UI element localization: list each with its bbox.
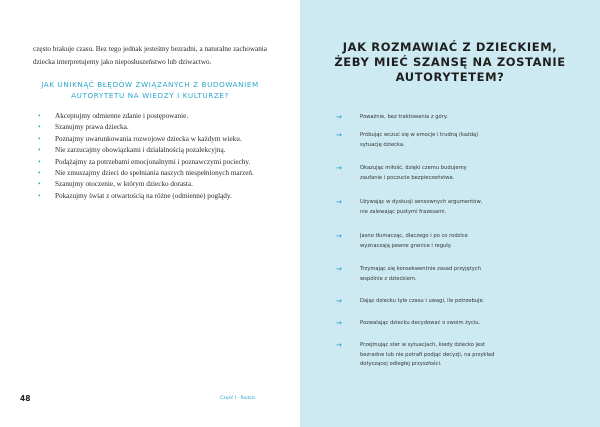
arrow-right-icon: → (336, 113, 342, 121)
tip-text-line: Dając dziecku tyle czasu i uwagi, ile potrzebuje. (360, 298, 485, 304)
tip-text-line: Próbując wczuć się w emocje i trudną (każdą) (360, 132, 479, 138)
bullet-item (33, 179, 267, 190)
tip-text (348, 131, 558, 150)
tip-text (348, 341, 558, 370)
tip-text-line: Jasno tłumacząc, dlaczego i po co rodzice (360, 233, 468, 239)
bullet-text: Pokazujmy świat z otwartością na różne (odmienne) poglądy. (55, 191, 232, 200)
tip-item (336, 232, 558, 251)
tip-text-line: bezradne lub nie potrafi podjąć decyzji, na przykład (360, 351, 495, 358)
tip-item (336, 319, 558, 329)
bullet-dot-icon: • (38, 157, 41, 166)
tip-text-line: zaufanie i poczucie bezpieczeństwa. (360, 174, 455, 181)
intro-paragraph: często brakuje czasu. Bez tego jednak jesteśmy bezradni, a naturalne zachowania dziecka interpretujemy jako nieposłuszeństwo lub dziwactwo. (33, 45, 267, 67)
arrow-right-icon: → (336, 297, 342, 305)
bullet-item (33, 134, 267, 145)
bullet-dot-icon: • (38, 191, 41, 200)
right-heading-line-2: ŻEBY MIEĆ SZANSĘ NA ZOSTANIE (334, 55, 566, 69)
tip-text-line: dotyczącej odległej przyszłości. (360, 361, 442, 368)
bullet-dot-icon: • (38, 134, 41, 143)
bullet-dot-icon: • (38, 123, 41, 132)
bullet-text: Nie zmuszajmy dzieci do spełniania naszych niespełnionych marzeń. (55, 169, 254, 178)
tip-text (348, 297, 558, 307)
bullet-text: Poznajmy uwarunkowania rozwojowe dziecka w każdym wieku. (55, 134, 242, 143)
running-footer: Część I · Rodzic (220, 396, 256, 401)
tip-text-line: Przejmując ster w sytuacjach, kiedy dziecko jest (360, 342, 485, 348)
tip-text-line: nie zalewając pustymi frazesami. (360, 208, 447, 215)
page-number: 48 (20, 394, 31, 403)
right-heading-line-1: JAK ROZMAWIAĆ Z DZIECKIEM, (342, 40, 558, 54)
tip-text (348, 198, 558, 217)
arrow-right-icon: → (336, 265, 342, 273)
tip-text-line: sytuację dziecka. (360, 141, 405, 148)
bullet-dot-icon: • (38, 146, 41, 155)
bullet-text: Szanujmy otoczenie, w którym dziecko dorasta. (55, 180, 193, 189)
tip-text (348, 232, 558, 251)
bullet-text: Akceptujmy odmienne zdanie i postępowanie. (55, 112, 189, 120)
bullet-text: Podążajmy za potrzebami emocjonalnymi i poznawczymi pociechy. (55, 157, 251, 166)
bullet-item (33, 145, 267, 156)
bullet-item (33, 191, 267, 202)
bullet-item (33, 168, 267, 179)
bullet-text: Szanujmy prawa dziecka. (55, 123, 129, 132)
tip-text (348, 113, 558, 123)
tips-bullet-list (33, 111, 267, 202)
tip-text (348, 164, 558, 183)
tip-text-line: Trzymając się konsekwentnie zasad przyjętych (360, 266, 481, 272)
left-heading-line-2: AUTORYTETU NA WIEDZY I KULTURZE? (71, 91, 229, 100)
arrow-right-icon: → (336, 131, 342, 139)
bullet-text: Nie zarzucajmy obowiązkami i działalnością pozalekcyjną. (55, 146, 226, 155)
arrow-right-icon: → (336, 319, 342, 327)
arrow-right-icon: → (336, 164, 342, 172)
arrow-right-icon: → (336, 232, 342, 240)
left-section-heading (33, 79, 267, 101)
bullet-item (33, 111, 267, 122)
tip-item (336, 265, 558, 284)
tip-item (336, 131, 558, 150)
tip-item (336, 113, 558, 123)
tip-item (336, 198, 558, 217)
tip-text-line: wyznaczają pewne granice i reguły. (360, 242, 452, 249)
tip-text-line: Pozwalając dziecku decydować o swoim życiu. (360, 320, 481, 326)
tip-text-line: wspólnie z dzieckiem. (360, 275, 417, 282)
tip-text (348, 265, 558, 284)
bullet-item (33, 157, 267, 168)
tip-text-line: Okazując miłość, dzięki czemu budujemy (360, 165, 467, 171)
tip-item (336, 297, 558, 307)
bullet-item (33, 122, 267, 133)
left-heading-line-1: JAK UNIKNĄĆ BŁĘDÓW ZWIĄZANYCH Z BUDOWANIEM (41, 80, 259, 89)
bullet-dot-icon: • (38, 112, 41, 120)
right-heading-line-3: AUTORYTETEM? (395, 70, 505, 84)
bullet-dot-icon: • (38, 180, 41, 189)
tip-text-line: Poważnie, bez traktowania z góry. (360, 114, 448, 120)
right-section-heading (300, 40, 600, 85)
arrow-right-icon: → (336, 198, 342, 206)
tip-text (348, 319, 558, 329)
arrow-right-icon: → (336, 341, 342, 349)
tip-item (336, 164, 558, 183)
bullet-dot-icon: • (38, 169, 41, 178)
tip-text-line: Używając w dyskusji sensownych argumentów, (360, 199, 483, 205)
tip-item (336, 341, 558, 370)
